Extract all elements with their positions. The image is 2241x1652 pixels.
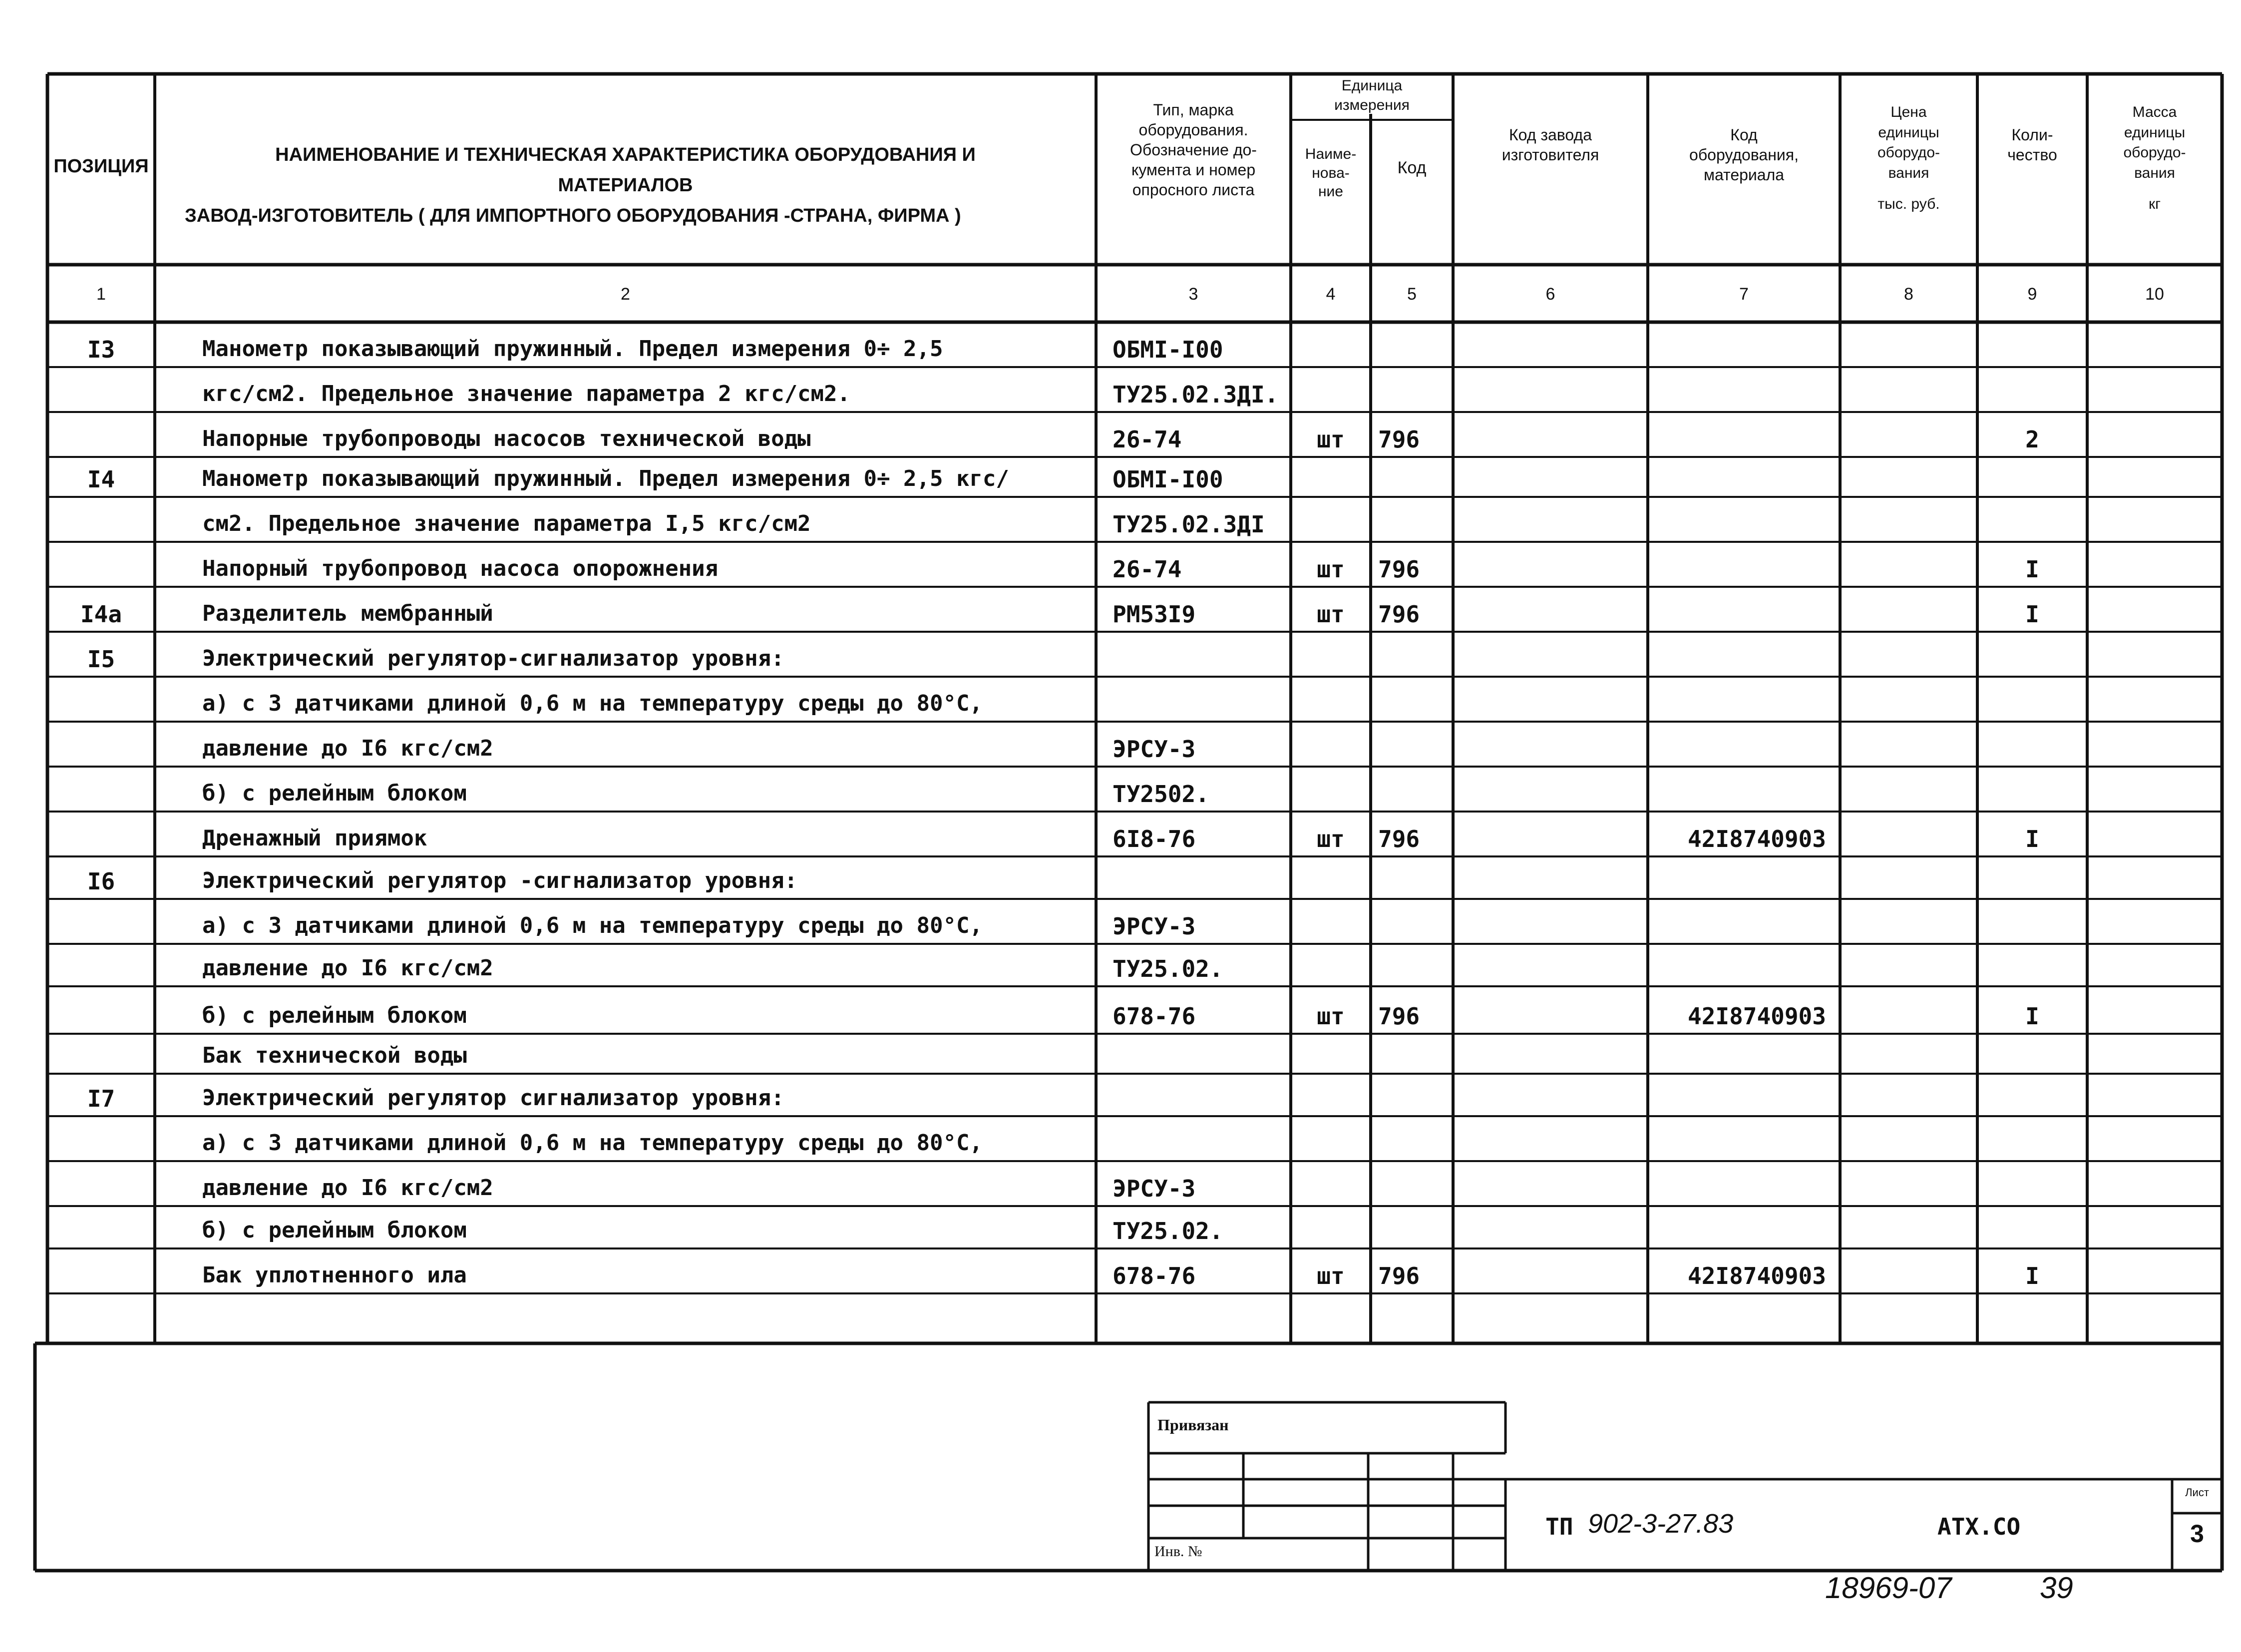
- stamp-inventory-label: Инв. №: [1154, 1543, 1202, 1560]
- row-type: 26-74: [1113, 556, 1182, 583]
- row-type: РМ53I9: [1113, 601, 1196, 628]
- row-name: Дренажный приямок: [202, 826, 427, 851]
- col-header-position: ПОЗИЦИЯ: [53, 156, 149, 177]
- col-header-mass: Масса единицы оборудо- вания кг: [2123, 104, 2186, 212]
- row-qty: 2: [2025, 426, 2039, 453]
- row-type: ЭРСУ-3: [1113, 913, 1196, 940]
- row-name: а) с 3 датчиками длиной 0,6 м на температуру среды до 80°С,: [202, 1130, 983, 1156]
- col-header-unit-code: Код: [1397, 158, 1427, 177]
- col-header-unit-name: Наиме- нова- ние: [1305, 146, 1357, 200]
- row-code: 796: [1378, 556, 1420, 583]
- row-name: см2. Предельное значение параметра I,5 кгс/см2: [202, 511, 811, 536]
- row-unit: шт: [1317, 1003, 1345, 1030]
- row-name: давление до I6 кгс/см2: [202, 736, 493, 761]
- stamp-document-number: 902-3-27.83: [1588, 1509, 1734, 1539]
- col-header-type: Тип, марка оборудования. Обозначение до- кумента и номер опросного листа: [1130, 101, 1257, 199]
- row-type: 26-74: [1113, 426, 1182, 453]
- row-type: ТУ25.02.: [1113, 955, 1223, 982]
- row-qty: I: [2025, 826, 2039, 852]
- row-name: давление до I6 кгс/см2: [202, 1175, 493, 1201]
- stamp-document-prefix: ТП: [1545, 1513, 1573, 1540]
- row-name: Бак уплотненного ила: [202, 1262, 467, 1288]
- row-pos: I4а: [80, 601, 122, 628]
- row-equip: 42I8740903: [1688, 1262, 1826, 1289]
- row-name: Разделитель мембранный: [202, 601, 493, 626]
- row-type: ТУ2502.: [1113, 781, 1209, 808]
- row-pos: I4: [87, 466, 115, 493]
- row-unit: шт: [1317, 826, 1345, 852]
- col-header-name: НАИМЕНОВАНИЕ И ТЕХНИЧЕСКАЯ ХАРАКТЕРИСТИКА ОБОРУДОВАНИЯ И МАТЕРИАЛОВ ЗАВОД-ИЗГОТОВИТЕЛЬ ( ДЛЯ ИМПОРТНОГО ОБОРУДОВАНИЯ -СТРАНА, ФИРМА ): [185, 144, 976, 226]
- row-qty: I: [2025, 556, 2039, 583]
- row-code: 796: [1378, 426, 1420, 453]
- stamp-bound-label: Привязан: [1157, 1416, 1229, 1434]
- stamp-document-code: АТХ.СО: [1937, 1513, 2021, 1540]
- row-pos: I3: [87, 336, 115, 363]
- row-name: а) с 3 датчиками длиной 0,6 м на температуру среды до 80°С,: [202, 691, 983, 716]
- row-type: 678-76: [1113, 1003, 1196, 1030]
- archive-number: 18969-07: [1825, 1571, 1952, 1605]
- row-pos: I5: [87, 646, 115, 673]
- row-pos: I7: [87, 1085, 115, 1112]
- col-number-5: 5: [1407, 285, 1417, 304]
- row-equip: 42I8740903: [1688, 826, 1826, 852]
- col-number-4: 4: [1326, 285, 1336, 304]
- col-number-9: 9: [2027, 285, 2037, 304]
- row-code: 796: [1378, 826, 1420, 852]
- row-type: ТУ25.02.: [1113, 1218, 1223, 1244]
- col-header-unit: Единица измерения: [1334, 77, 1410, 113]
- row-name: б) с релейным блоком: [202, 1218, 467, 1243]
- col-number-3: 3: [1188, 285, 1198, 304]
- col-header-plant-code: Код завода изготовителя: [1501, 126, 1599, 164]
- row-qty: I: [2025, 1003, 2039, 1030]
- row-unit: шт: [1317, 1262, 1345, 1289]
- col-number-10: 10: [2145, 285, 2164, 304]
- col-number-2: 2: [621, 285, 630, 304]
- row-unit: шт: [1317, 426, 1345, 453]
- row-code: 796: [1378, 1262, 1420, 1289]
- col-number-8: 8: [1904, 285, 1913, 304]
- stamp-sheet-label: Лист: [2185, 1486, 2209, 1499]
- row-unit: шт: [1317, 601, 1345, 628]
- col-number-6: 6: [1545, 285, 1555, 304]
- col-header-quantity: Коли- чество: [2007, 126, 2057, 164]
- row-name: Электрический регулятор сигнализатор уровня:: [202, 1085, 784, 1111]
- row-type: ТУ25.02.ЗДI.: [1113, 381, 1279, 408]
- row-name: давление до I6 кгс/см2: [202, 955, 493, 981]
- row-name: а) с 3 датчиками длиной 0,6 м на температуру среды до 80°С,: [202, 913, 983, 938]
- row-type: 678-76: [1113, 1262, 1196, 1289]
- row-name: Электрический регулятор -сигнализатор уровня:: [202, 868, 798, 893]
- row-code: 796: [1378, 1003, 1420, 1030]
- row-name: Напорные трубопроводы насосов технической воды: [202, 426, 811, 451]
- row-type: ТУ25.02.ЗДI: [1113, 511, 1265, 538]
- row-code: 796: [1378, 601, 1420, 628]
- row-type: 6I8-76: [1113, 826, 1196, 852]
- row-equip: 42I8740903: [1688, 1003, 1826, 1030]
- row-qty: I: [2025, 1262, 2039, 1289]
- row-type: ОБМI-I00: [1113, 466, 1223, 493]
- row-name: Электрический регулятор-сигнализатор уровня:: [202, 646, 784, 671]
- row-name: кгс/см2. Предельное значение параметра 2 кгс/см2.: [202, 381, 851, 407]
- row-name: Манометр показывающий пружинный. Предел измерения 0÷ 2,5: [202, 336, 943, 362]
- row-name: Напорный трубопровод насоса опорожнения: [202, 556, 719, 581]
- row-name: б) с релейным блоком: [202, 1003, 467, 1028]
- col-number-1: 1: [96, 285, 106, 304]
- row-type: ОБМI-I00: [1113, 336, 1223, 363]
- row-qty: I: [2025, 601, 2039, 628]
- row-name: Манометр показывающий пружинный. Предел измерения 0÷ 2,5 кгс/: [202, 466, 1009, 491]
- row-name: Бак технической воды: [202, 1043, 467, 1068]
- row-name: б) с релейным блоком: [202, 781, 467, 806]
- row-unit: шт: [1317, 556, 1345, 583]
- row-pos: I6: [87, 868, 115, 895]
- col-header-price: Цена единицы оборудо- вания тыс. руб.: [1877, 104, 1940, 212]
- page-number: 39: [2040, 1571, 2073, 1605]
- stamp-sheet-number: 3: [2190, 1520, 2204, 1548]
- col-header-equipment-code: Код оборудования, материала: [1689, 126, 1799, 184]
- col-number-7: 7: [1739, 285, 1749, 304]
- row-type: ЭРСУ-3: [1113, 1175, 1196, 1202]
- row-type: ЭРСУ-3: [1113, 736, 1196, 763]
